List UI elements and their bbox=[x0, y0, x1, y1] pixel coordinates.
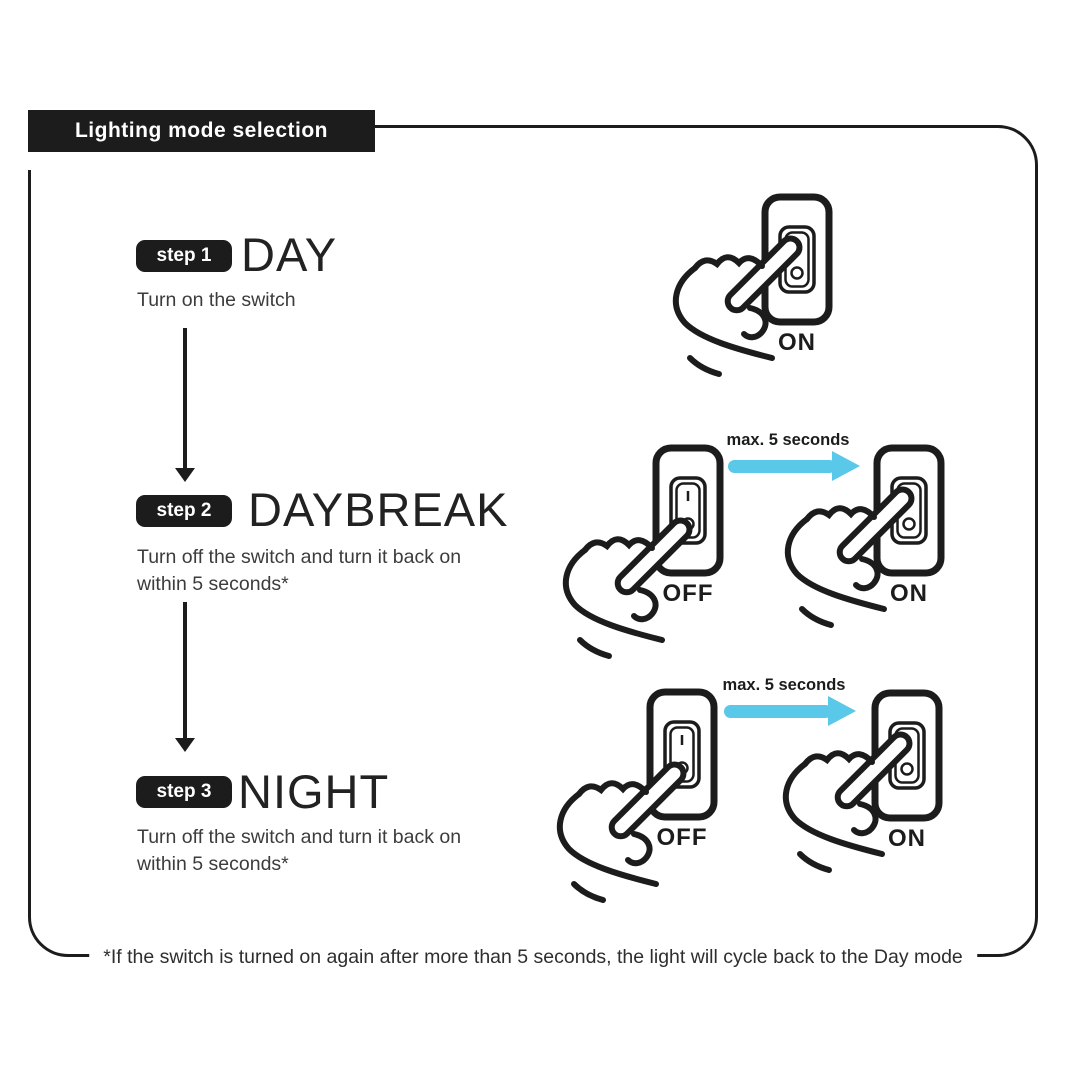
step2-mode-name: DAYBREAK bbox=[248, 483, 509, 536]
step3-badge: step 3 bbox=[136, 776, 232, 808]
step1-mode-name: DAY bbox=[241, 228, 338, 281]
step2-badge: step 2 bbox=[136, 495, 232, 527]
step2-switch-on-illustration bbox=[751, 438, 981, 688]
flow-arrow-step2-to-step3 bbox=[175, 602, 195, 752]
step3-off-label: OFF bbox=[656, 824, 708, 851]
step2-max-seconds-label: max. 5 seconds bbox=[726, 431, 850, 449]
flow-arrow-step1-to-step2 bbox=[175, 328, 195, 482]
step3-max-seconds-label: max. 5 seconds bbox=[722, 676, 846, 694]
step3-mode-name: NIGHT bbox=[238, 765, 390, 818]
switch-off-hand-icon bbox=[530, 438, 760, 688]
step1-on-label: ON bbox=[778, 329, 816, 356]
step3-switch-on-illustration bbox=[749, 683, 979, 933]
step2-off-label: OFF bbox=[662, 580, 714, 607]
step1-switch-on-illustration bbox=[639, 187, 869, 437]
step3-description: Turn off the switch and turn it back on within 5 seconds* bbox=[137, 826, 462, 875]
switch-on-hand-icon bbox=[751, 438, 981, 688]
footnote: *If the switch is turned on again after more than 5 seconds, the light will cycle back to the Day mode bbox=[89, 944, 977, 970]
step3-switch-off-illustration bbox=[524, 682, 754, 932]
step2-switch-off-illustration bbox=[530, 438, 760, 688]
step2-description: Turn off the switch and turn it back on within 5 seconds* bbox=[137, 546, 462, 595]
step1-badge: step 1 bbox=[136, 240, 232, 272]
page-title: Lighting mode selection bbox=[28, 110, 375, 152]
title-banner bbox=[28, 110, 375, 170]
step3-on-label: ON bbox=[888, 825, 926, 852]
switch-on-hand-icon bbox=[749, 683, 979, 933]
switch-on-hand-icon bbox=[639, 187, 869, 437]
step1-description: Turn on the switch bbox=[137, 289, 296, 311]
switch-off-hand-icon bbox=[524, 682, 754, 932]
step2-on-label: ON bbox=[890, 580, 928, 607]
